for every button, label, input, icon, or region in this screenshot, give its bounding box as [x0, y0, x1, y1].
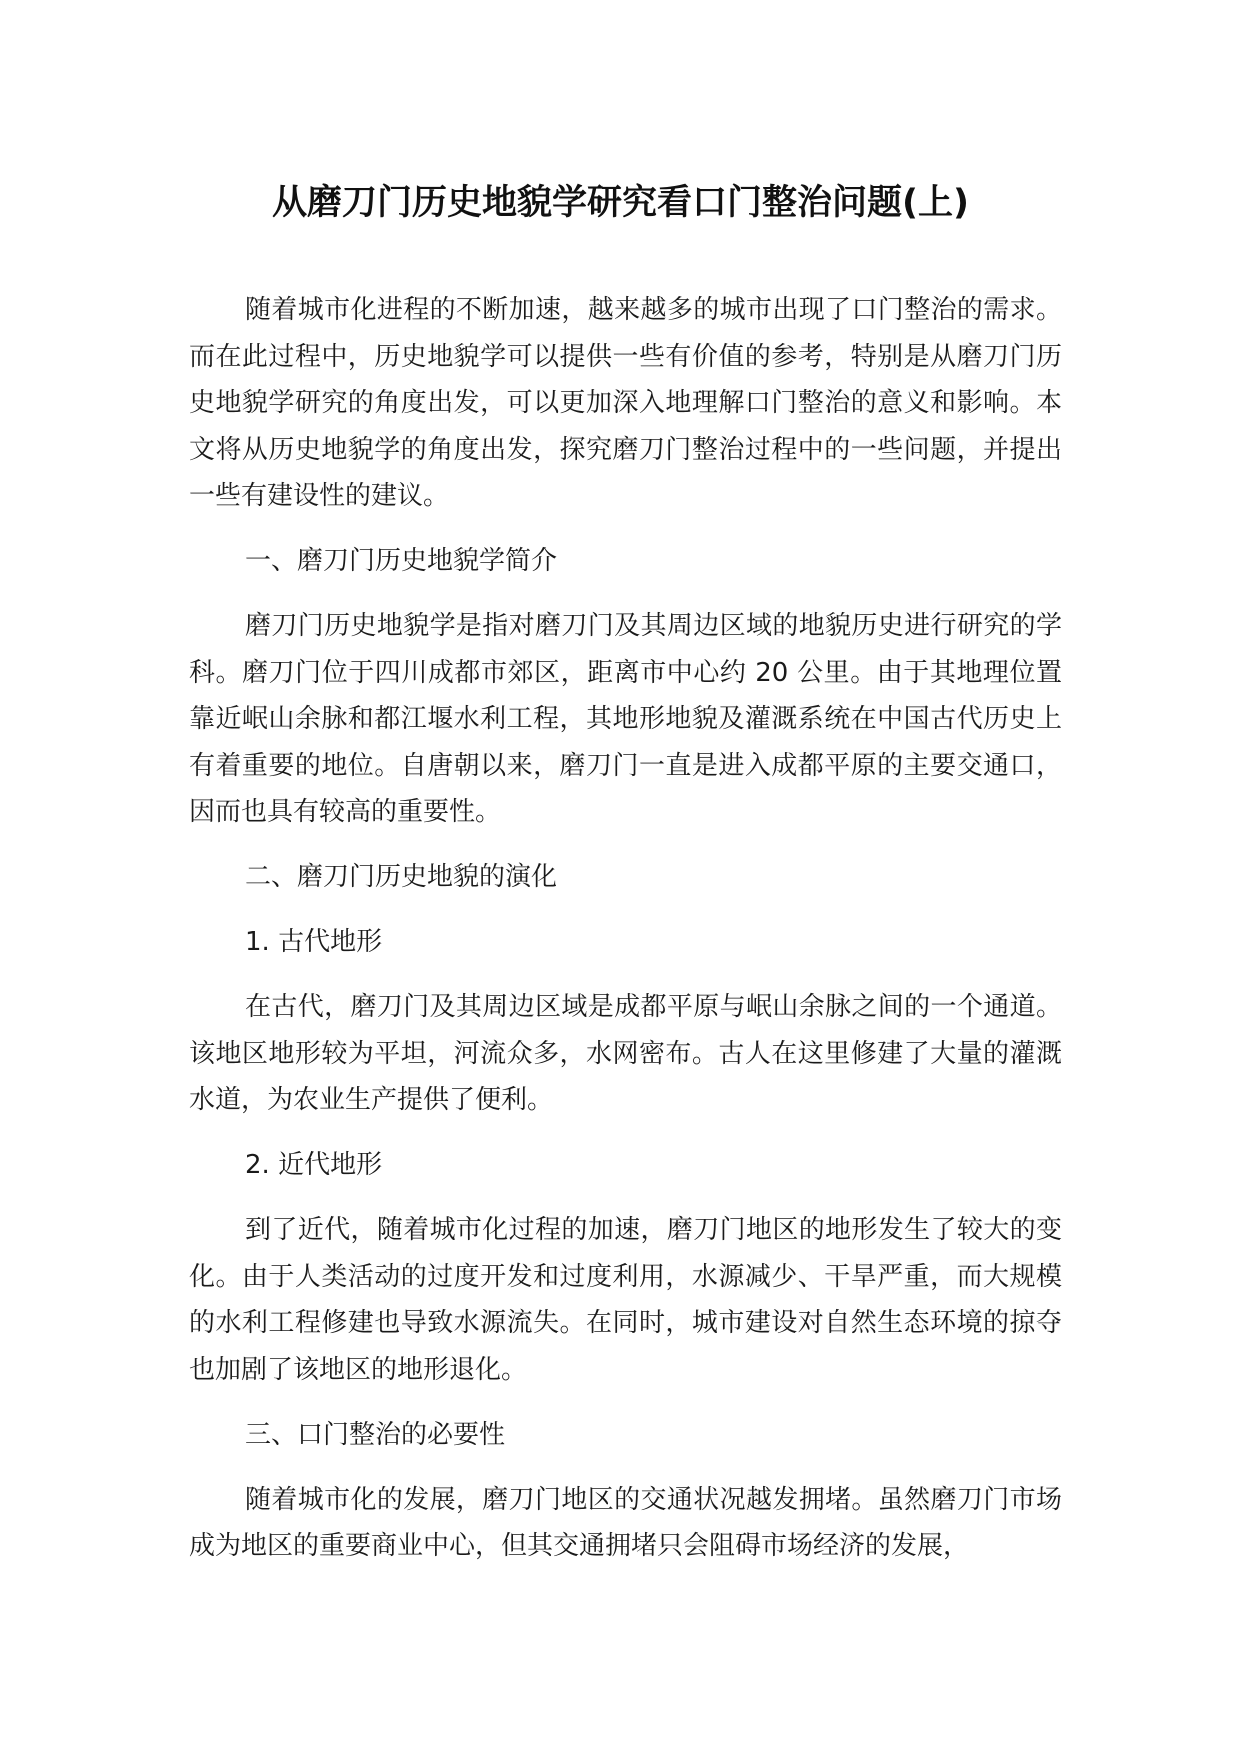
section-heading-2: 二、磨刀门历史地貌的演化	[245, 862, 558, 892]
modern-terrain-paragraph: 到了近代，随着城市化过程的加速，磨刀门地区的地形发生了较大的变化。由于人类活动的过度开发和过度利用，水源减少、干旱严重，而大规模的水利工程修建也导致水源流失。在同时，城市建设对自然生态环境的掠夺也加剧了该地区的地形退化。	[189, 1215, 1062, 1385]
subsection-heading-ancient: 1. 古代地形	[245, 927, 383, 957]
ancient-terrain-paragraph: 在古代，磨刀门及其周边区域是成都平原与岷山余脉之间的一个通道。该地区地形较为平坦，河流众多，水网密布。古人在这里修建了大量的灌溉水道，为农业生产提供了便利。	[189, 992, 1062, 1115]
intro-paragraph: 随着城市化进程的不断加速，越来越多的城市出现了口门整治的需求。而在此过程中，历史地貌学可以提供一些有价值的参考，特别是从磨刀门历史地貌学研究的角度出发，可以更加深入地理解口门整治的意义和影响。本文将从历史地貌学的角度出发，探究磨刀门整治过程中的一些问题，并提出一些有建设性的建议。	[189, 295, 1062, 511]
section-1-paragraph: 磨刀门历史地貌学是指对磨刀门及其周边区域的地貌历史进行研究的学科。磨刀门位于四川成都市郊区，距离市中心约 20 公里。由于其地理位置靠近岷山余脉和都江堰水利工程，其地形地貌及灌溉系统在中国古代历史上有着重要的地位。自唐朝以来，磨刀门一直是进入成都平原的主要交通口，因而也具有较高的重要性。	[189, 611, 1062, 827]
document-title: 从磨刀门历史地貌学研究看口门整治问题(上)	[272, 183, 969, 223]
section-3-paragraph: 随着城市化的发展，磨刀门地区的交通状况越发拥堵。虽然磨刀门市场成为地区的重要商业中心，但其交通拥堵只会阻碍市场经济的发展，	[189, 1484, 1062, 1561]
section-heading-1: 一、磨刀门历史地貌学简介	[245, 546, 558, 576]
subsection-heading-modern: 2. 近代地形	[245, 1150, 383, 1180]
document-body	[189, 287, 1062, 1588]
section-heading-3: 三、口门整治的必要性	[245, 1419, 506, 1450]
